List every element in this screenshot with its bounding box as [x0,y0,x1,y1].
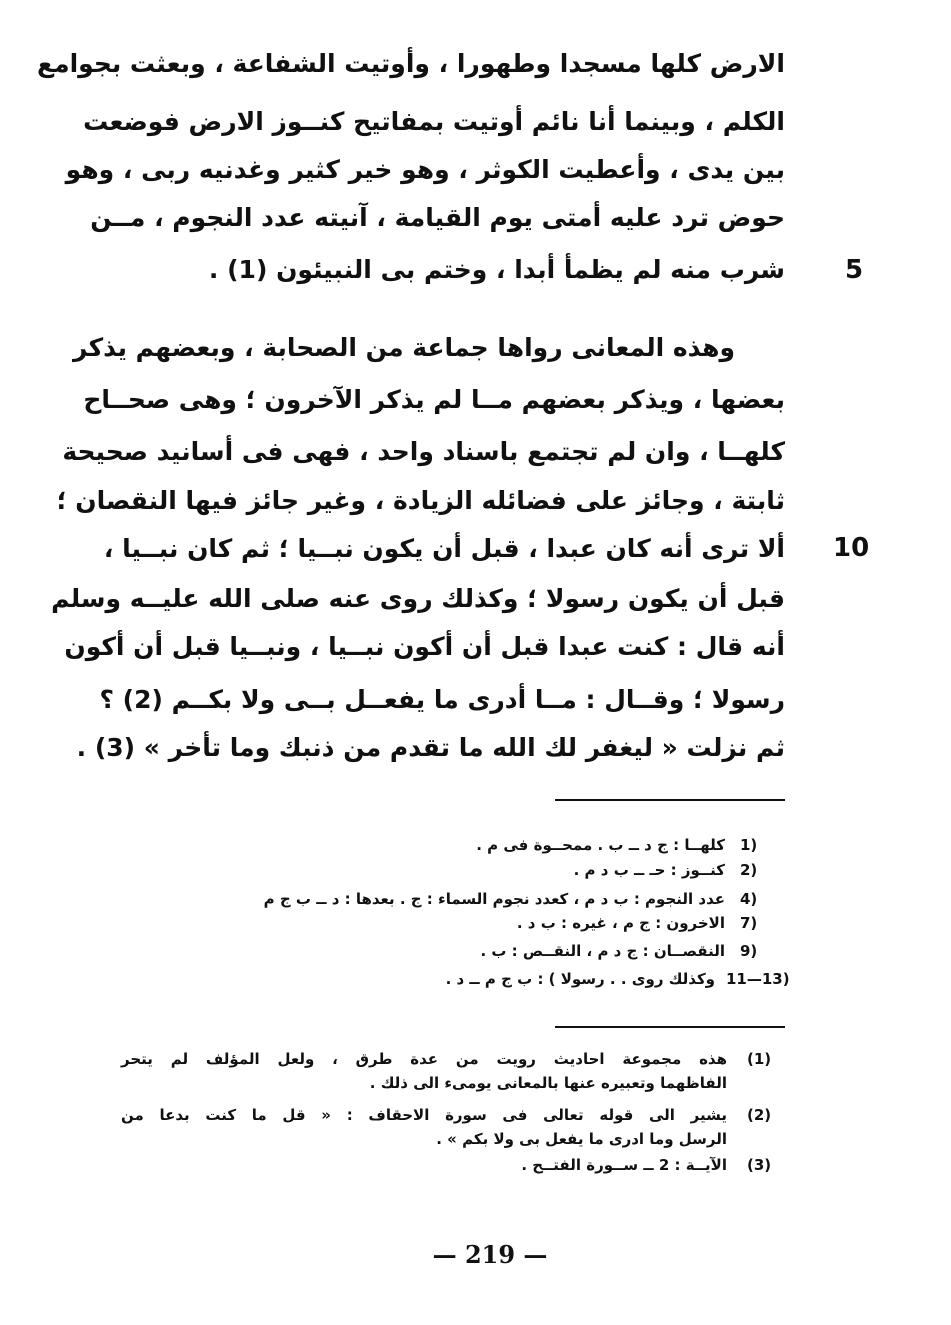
apparatus-text: وكذلك روى . . رسولا ) : ب ج م ــ د . [445,970,715,988]
main-text-line: حوض ترد عليه أمتى يوم القيامة ، آنيته عدد النجوم ، مــن [90,203,785,232]
main-text-line: الارض كلها مسجدا وطهورا ، وأوتيت الشفاعة ، وبعثت بجوامع [37,49,785,78]
apparatus-text: كنــوز : حـ ــ ب د م . [573,861,725,879]
footnote-number: (3) [747,1156,772,1174]
main-text-line: الكلم ، وبينما أنا نائم أوتيت بمفاتيح كنــوز الارض فوضعت [83,107,785,136]
apparatus-text: النقصــان : ج د م ، النقــص : ب . [480,942,725,960]
apparatus-text: كلهــا : ج د ــ ب . ممحــوة فى م . [476,836,725,854]
apparatus-number: 11—13) [726,970,790,988]
footnote-line: يشير الى قوله تعالى فى سورة الاحقاف : « قل ما كنت بدعا من [121,1106,727,1124]
apparatus-number: 9) [740,942,758,960]
footnote-line: الفاظهما وتعبيره عنها بالمعانى يومىء الى ذلك . [369,1074,727,1092]
apparatus-number: 7) [740,914,758,932]
footnote-line: الآيــة : 2 ــ ســورة الفتــح . [521,1156,727,1174]
footnote-number: (2) [747,1106,772,1124]
main-text-line: رسولا ؛ وقــال : مــا أدرى ما يفعــل بــى ولا بكــم (2) ؟ [99,685,785,714]
footnote-line: هذه مجموعة احاديث رويت من عدة طرق ، ولعل المؤلف لم يتحر [121,1050,727,1068]
page-number: — 219 — [432,1240,548,1269]
footnote-line: الرسل وما ادرى ما يفعل بى ولا بكم » . [436,1130,727,1148]
footnotes-rule [555,1026,785,1028]
main-text-line: بعضها ، ويذكر بعضهم مــا لم يذكر الآخرون ؛ وهى صحــاح [83,385,785,414]
main-text-line: ثابتة ، وجائز على فضائله الزيادة ، وغير جائز فيها النقصان ؛ [56,486,785,515]
main-text-line: بين يدى ، وأعطيت الكوثر ، وهو خير كثير وغدنيه ربى ، وهو [65,155,785,184]
line-number-5: 5 [845,255,864,285]
footnote-number: (1) [747,1050,772,1068]
main-text-line: ثم نزلت « ليغفر لك الله ما تقدم من ذنبك وما تأخر » (3) . [76,733,785,762]
apparatus-number: 2) [740,861,758,879]
main-text-line: وهذه المعانى رواها جماعة من الصحابة ، وبعضهم يذكر [73,333,735,362]
main-text-line: أنه قال : كنت عبدا قبل أن أكون نبــيا ، ونبــيا قبل أن أكون [64,632,785,661]
line-number-10: 10 [833,533,870,563]
main-text-line: كلهــا ، وان لم تجتمع باسناد واحد ، فهى فى أسانيد صحيحة [62,437,785,466]
apparatus-number: 4) [740,890,758,908]
main-text-line: شرب منه لم يظمأ أبدا ، وختم بى النبيئون (1) . [208,255,785,284]
apparatus-text: الاخرون : ج م ، غيره : ب د . [516,914,725,932]
apparatus-text: عدد النجوم : ب د م ، كعدد نجوم السماء : ج . بعدها : د ــ ب ج م [263,890,725,908]
apparatus-number: 1) [740,836,758,854]
apparatus-rule [555,799,785,801]
main-text-line: ألا ترى أنه كان عبدا ، قبل أن يكون نبــيا ؛ ثم كان نبــيا ، [103,534,785,563]
main-text-line: قبل أن يكون رسولا ؛ وكذلك روى عنه صلى الله عليــه وسلم [51,584,785,613]
